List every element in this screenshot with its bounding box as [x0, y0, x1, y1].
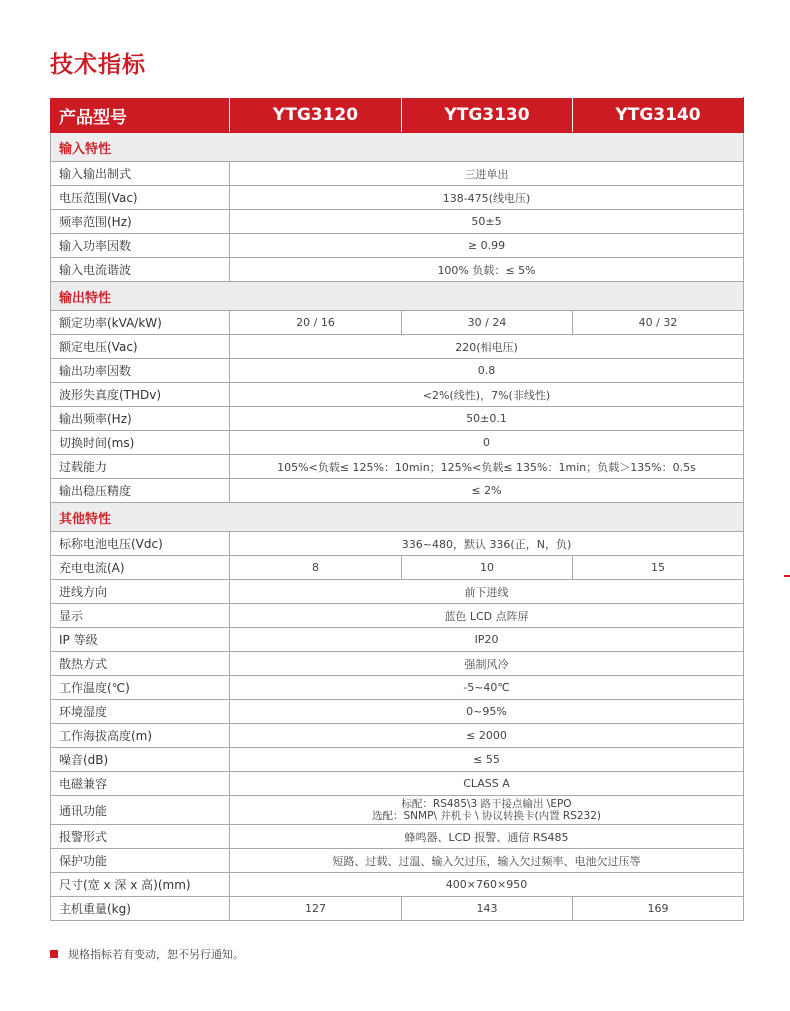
table-row	[51, 897, 744, 921]
page-title: 技术指标	[50, 52, 146, 78]
row-label: 切换时间(ms)	[51, 431, 230, 455]
table-row	[51, 652, 744, 676]
row-value	[230, 796, 744, 825]
row-label: 工作温度(℃)	[51, 676, 230, 700]
table-row	[51, 873, 744, 897]
row-value: 50±0.1	[230, 407, 744, 431]
table-row	[51, 383, 744, 407]
table-row	[51, 210, 744, 234]
table-row	[51, 580, 744, 604]
row-label: 过载能力	[51, 455, 230, 479]
row-label: 充电电流(A)	[51, 556, 230, 580]
table-row	[51, 628, 744, 652]
table-row	[51, 431, 744, 455]
row-value: ≥ 0.99	[230, 234, 744, 258]
row-value: 50±5	[230, 210, 744, 234]
row-value: ≤ 2%	[230, 479, 744, 503]
row-label: 主机重量(kg)	[51, 897, 230, 921]
section-row-output	[51, 282, 744, 311]
table-row	[51, 162, 744, 186]
row-label: 输入输出制式	[51, 162, 230, 186]
row-value: 30 / 24	[402, 311, 573, 335]
table-row	[51, 234, 744, 258]
row-label: 进线方向	[51, 580, 230, 604]
model-header-ytg3140: YTG3140	[573, 98, 744, 133]
row-value: 169	[573, 897, 744, 921]
table-row	[51, 455, 744, 479]
model-header-label: 产品型号	[51, 98, 230, 133]
row-value: 10	[402, 556, 573, 580]
footnote	[50, 946, 244, 962]
row-value: 100% 负载：≤ 5%	[230, 258, 744, 282]
table-row	[51, 258, 744, 282]
section-title-input: 输入特性	[51, 133, 744, 162]
table-row	[51, 849, 744, 873]
row-label: 输出稳压精度	[51, 479, 230, 503]
table-row	[51, 186, 744, 210]
model-header-ytg3120: YTG3120	[230, 98, 402, 133]
row-label: 保护功能	[51, 849, 230, 873]
table-row	[51, 532, 744, 556]
row-value: IP20	[230, 628, 744, 652]
row-value: 15	[573, 556, 744, 580]
row-value: ≤ 55	[230, 748, 744, 772]
row-value: 蓝色 LCD 点阵屏	[230, 604, 744, 628]
section-row-other	[51, 503, 744, 532]
row-label: 波形失真度(THDv)	[51, 383, 230, 407]
table-header-row	[51, 98, 744, 133]
row-label: 尺寸(宽 x 深 x 高)(mm)	[51, 873, 230, 897]
row-value: 8	[230, 556, 402, 580]
row-label: 额定电压(Vac)	[51, 335, 230, 359]
row-label: IP 等级	[51, 628, 230, 652]
section-title-other: 其他特性	[51, 503, 744, 532]
row-value: 400×760×950	[230, 873, 744, 897]
row-value: 127	[230, 897, 402, 921]
model-header-ytg3130: YTG3130	[402, 98, 573, 133]
row-value: CLASS A	[230, 772, 744, 796]
table-row	[51, 359, 744, 383]
row-label: 输入电流谐波	[51, 258, 230, 282]
row-label: 电磁兼容	[51, 772, 230, 796]
row-value: 20 / 16	[230, 311, 402, 335]
row-label: 输入功率因数	[51, 234, 230, 258]
row-value: 105%<负载≤ 125%：10min；125%<负载≤ 135%：1min；负载＞135%：0.5s	[230, 455, 744, 479]
table-row	[51, 748, 744, 772]
row-label: 环境湿度	[51, 700, 230, 724]
row-label: 噪音(dB)	[51, 748, 230, 772]
footnote-text: 规格指标若有变动，恕不另行通知。	[68, 948, 244, 961]
square-bullet-icon	[50, 950, 58, 958]
row-value: 0.8	[230, 359, 744, 383]
section-title-output: 输出特性	[51, 282, 744, 311]
row-value: 蜂鸣器、LCD 报警、通信 RS485	[230, 825, 744, 849]
table-row	[51, 311, 744, 335]
row-value: 138-475(线电压)	[230, 186, 744, 210]
table-row	[51, 724, 744, 748]
row-value: 三进单出	[230, 162, 744, 186]
table-row	[51, 479, 744, 503]
row-label: 报警形式	[51, 825, 230, 849]
row-value: ≤ 2000	[230, 724, 744, 748]
spec-table	[50, 97, 744, 921]
row-label: 输出功率因数	[51, 359, 230, 383]
row-value: 前下进线	[230, 580, 744, 604]
table-row	[51, 604, 744, 628]
row-label: 显示	[51, 604, 230, 628]
row-value: <2%(线性)，7%(非线性)	[230, 383, 744, 407]
comm-optional-line: 选配：SNMP\ 并机卡 \ 协议转换卡(内置 RS232)	[371, 810, 602, 822]
table-row	[51, 772, 744, 796]
row-value: 143	[402, 897, 573, 921]
row-label: 额定功率(kVA/kW)	[51, 311, 230, 335]
row-value: 336~480，默认 336(正，N，负)	[230, 532, 744, 556]
edge-mark	[784, 575, 790, 577]
table-row	[51, 825, 744, 849]
section-row-input	[51, 133, 744, 162]
table-row	[51, 556, 744, 580]
row-label: 输出频率(Hz)	[51, 407, 230, 431]
table-row	[51, 700, 744, 724]
row-value: 40 / 32	[573, 311, 744, 335]
row-label: 频率范围(Hz)	[51, 210, 230, 234]
row-label: 散热方式	[51, 652, 230, 676]
comm-standard-line: 标配：RS485\3 路干接点输出 \EPO	[401, 798, 572, 810]
row-value: 220(相电压)	[230, 335, 744, 359]
row-value: 强制风冷	[230, 652, 744, 676]
row-label: 标称电池电压(Vdc)	[51, 532, 230, 556]
row-value: -5~40℃	[230, 676, 744, 700]
row-label: 电压范围(Vac)	[51, 186, 230, 210]
table-row	[51, 335, 744, 359]
table-row	[51, 676, 744, 700]
table-row	[51, 796, 744, 825]
row-label: 工作海拔高度(m)	[51, 724, 230, 748]
row-label: 通讯功能	[51, 796, 230, 825]
table-row	[51, 407, 744, 431]
row-value: 短路、过载、过温、输入欠过压，输入欠过频率、电池欠过压等	[230, 849, 744, 873]
row-value: 0	[230, 431, 744, 455]
row-value: 0~95%	[230, 700, 744, 724]
